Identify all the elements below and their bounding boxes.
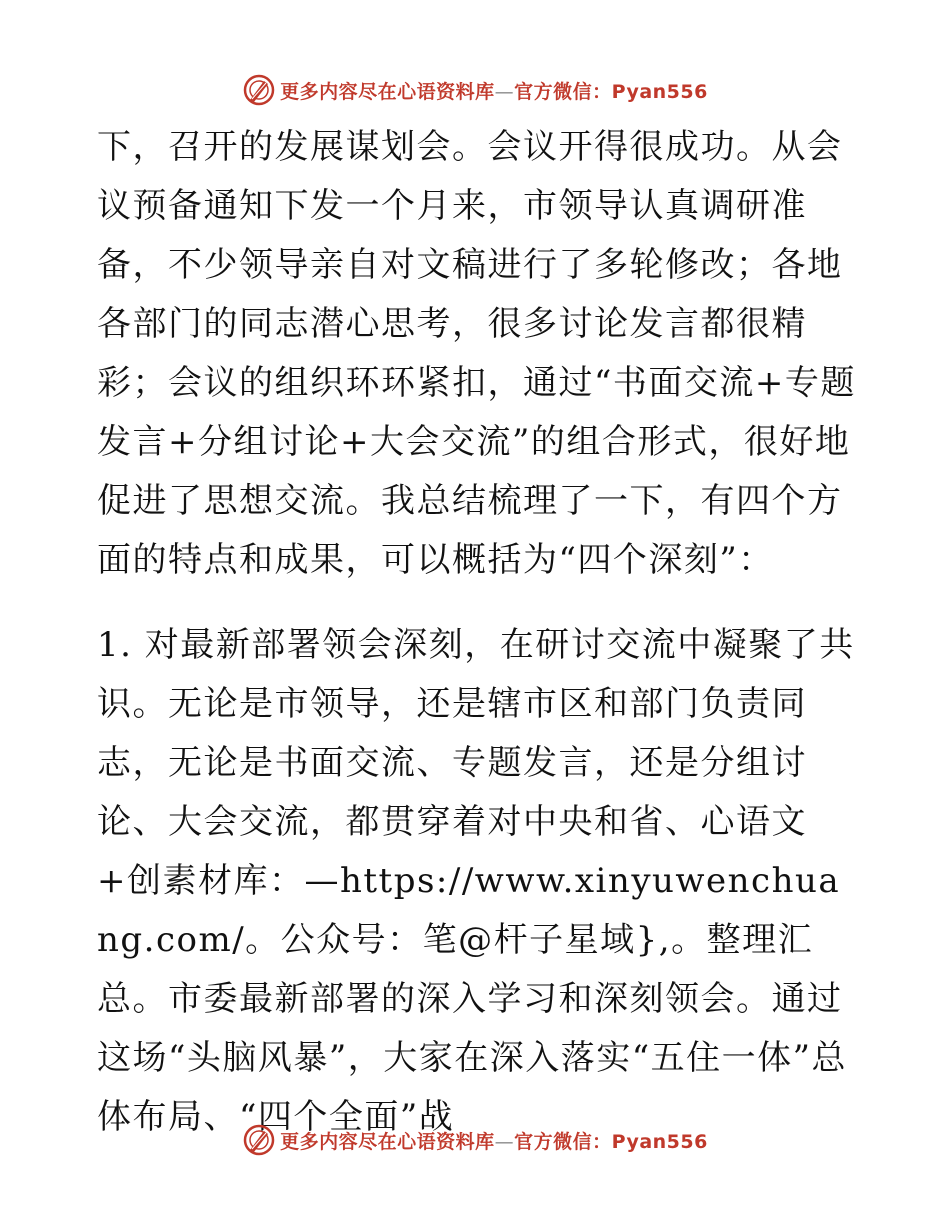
banner-dash: — [494, 1130, 515, 1153]
banner-brand-text: 更多内容尽在心语资料库 [280, 1130, 495, 1153]
body-paragraph-1: 下，召开的发展谋划会。会议开得很成功。从会议预备通知下发一个月来，市领导认真调研准备，不少领导亲自对文稿进行了多轮修改；各地各部门的同志潜心思考，很多讨论发言都很精彩；会议的组织环环紧扣，通过“书面交流+专题发言+分组讨论+大会交流”的组合形式，很好地促进了思想交流。我总结梳理了一下，有四个方面的特点和成果，可以概括为“四个深刻”： [97, 127, 856, 580]
body-paragraph-2: 1. 对最新部署领会深刻，在研讨交流中凝聚了共识。无论是市领导，还是辖市区和部门负责同志，无论是书面交流、专题发言，还是分组讨论、大会交流，都贯穿着对中央和省、心语文+创素材库：—https://www.xinyuwenchuang.com/。公众号：笔@杆子星域},。整理汇总。市委最新部署的深入学习和深刻领会。通过这场“头脑风暴”，大家在深入落实“五住一体”总体布局、“四个全面”战 [97, 625, 855, 1137]
banner-wechat-label: 官方微信： [514, 1130, 612, 1153]
banner-dash: — [494, 80, 515, 103]
footer-banner [0, 1120, 950, 1160]
banner-wechat-label: 官方微信： [514, 80, 612, 103]
banner-text [280, 1127, 708, 1154]
document-body [97, 118, 857, 1147]
banner-wechat-id: Pyan556 [611, 1130, 708, 1153]
header-banner [0, 70, 950, 110]
banner-text [280, 77, 708, 104]
banner-wechat-id: Pyan556 [611, 80, 708, 103]
quill-pen-logo-icon [242, 73, 276, 107]
banner-brand-text: 更多内容尽在心语资料库 [280, 80, 495, 103]
quill-pen-logo-icon [242, 1123, 276, 1157]
